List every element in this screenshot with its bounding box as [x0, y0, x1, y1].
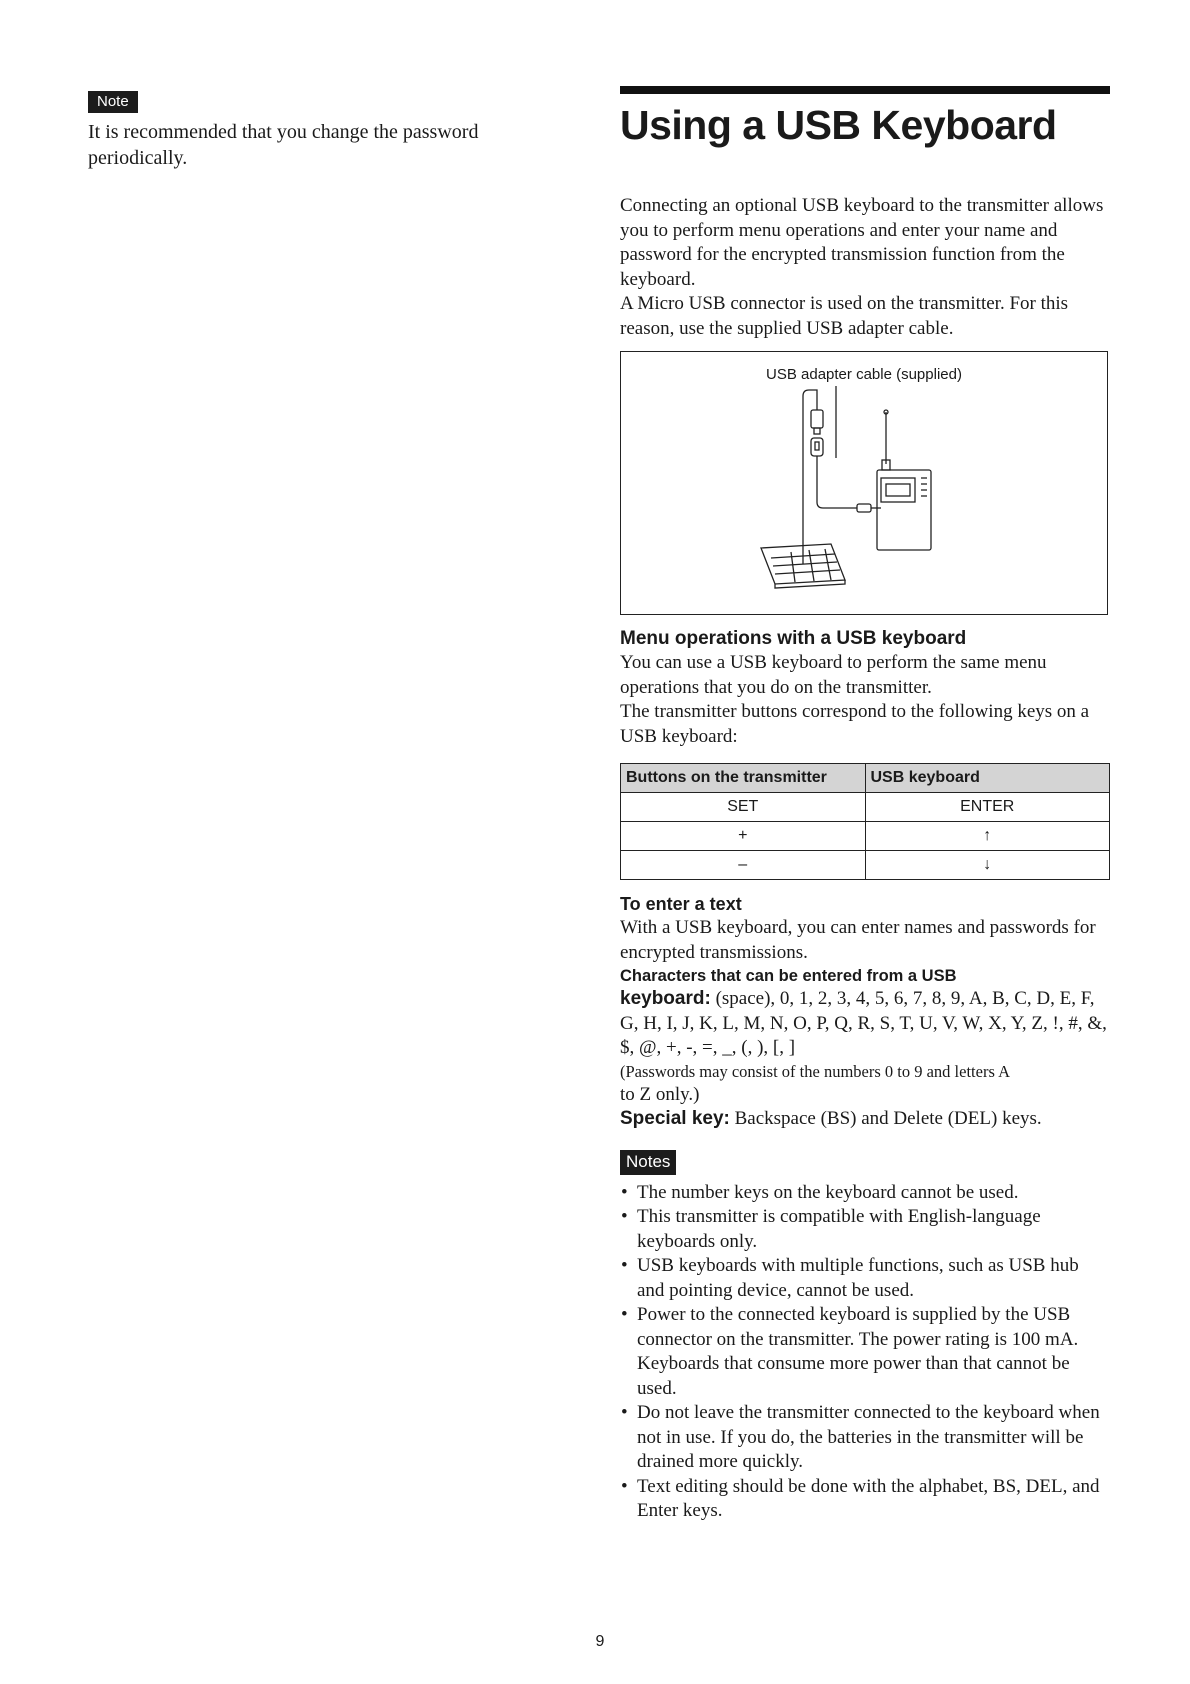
list-item	[620, 1181, 1110, 1206]
micro-usb-plug	[857, 504, 871, 512]
adapter-cable	[817, 456, 857, 508]
intro-paragraph-2: A Micro USB connector is used on the transmitter. For this reason, use the supplied USB adapter cable.	[620, 293, 1069, 339]
connection-diagram	[621, 352, 1109, 616]
table-row	[621, 851, 1110, 880]
list-item	[620, 1475, 1110, 1524]
table-row	[621, 793, 1110, 822]
note-item-text: Power to the connected keyboard is supplied by the USB connector on the transmitter. The power rating is 100 mA. Keyboards that consume more power than that cannot be used.	[637, 1304, 1079, 1399]
bullet: •	[621, 1181, 628, 1203]
table-cell: +	[621, 822, 866, 851]
page-number: 9	[595, 1633, 605, 1650]
list-item	[620, 1254, 1110, 1303]
table-header: Buttons on the transmitter	[621, 764, 866, 793]
special-key-text: Backspace (BS) and Delete (DEL) keys.	[734, 1108, 1042, 1129]
list-item	[620, 1303, 1110, 1401]
table-row	[621, 822, 1110, 851]
key-mapping-table	[620, 763, 1110, 880]
list-item	[620, 1401, 1110, 1475]
characters-paragraph	[620, 987, 1110, 1061]
section-title: Using a USB Keyboard	[620, 102, 1057, 148]
table-cell: ENTER	[865, 793, 1110, 822]
usb-adapter-icon	[811, 410, 823, 456]
note-item-text: This transmitter is compatible with English-language keyboards only.	[637, 1206, 1041, 1252]
bullet: •	[621, 1475, 628, 1497]
left-note	[88, 91, 528, 171]
usb-keyboard-section	[620, 86, 1110, 1524]
table-cell: SET	[621, 793, 866, 822]
table-cell: ↑	[865, 822, 1110, 851]
figure-caption: USB adapter cable (supplied)	[766, 366, 962, 383]
title-rule	[620, 86, 1110, 94]
special-key-paragraph	[620, 1107, 1110, 1132]
transmitter-icon	[877, 410, 931, 550]
bullet: •	[621, 1255, 628, 1276]
table-cell: –	[621, 851, 866, 880]
password-note-cont: to Z only.)	[620, 1083, 700, 1105]
note-label: Note	[88, 91, 138, 113]
keyboard-cable	[803, 390, 817, 564]
characters-list: (space), 0, 1, 2, 3, 4, 5, 6, 7, 8, 9, A, B, C, D, E, F, G, H, I, J, K, L, M, N, O, P, Q, R, S, T, U, V, W, X, Y, Z, !, #, &, $, @, +, -, =, _, (, ), [, ]	[620, 988, 1107, 1058]
bullet: •	[621, 1206, 628, 1227]
password-note: (Passwords may consist of the numbers 0 to 9 and letters A	[620, 1061, 1010, 1081]
bullet: •	[621, 1402, 628, 1423]
connection-figure	[620, 351, 1108, 615]
notes-list	[620, 1181, 1110, 1524]
list-item	[620, 1205, 1110, 1254]
table-cell: ↓	[865, 851, 1110, 880]
table-header-row	[621, 764, 1110, 793]
menu-ops-paragraph-1: You can use a USB keyboard to perform the same menu operations that you do on the transmitter.	[620, 652, 1047, 698]
note-text: It is recommended that you change the password periodically.	[88, 121, 479, 169]
menu-ops-paragraph-2: The transmitter buttons correspond to the following keys on a USB keyboard:	[620, 701, 1090, 747]
intro-paragraph-1: Connecting an optional USB keyboard to the transmitter allows you to perform menu operations and enter your name and password for the encrypted transmission function from the keyboard.	[620, 195, 1104, 290]
bullet: •	[621, 1304, 628, 1325]
notes-label: Notes	[620, 1150, 676, 1175]
enter-text-heading: To enter a text	[620, 894, 742, 914]
characters-label-cont: keyboard:	[620, 988, 711, 1009]
note-item-text: The number keys on the keyboard cannot be used.	[637, 1181, 1019, 1203]
table-header: USB keyboard	[865, 764, 1110, 793]
note-item-text: Text editing should be done with the alphabet, BS, DEL, and Enter keys.	[637, 1475, 1100, 1521]
characters-label: Characters that can be entered from a USB	[620, 967, 957, 985]
menu-ops-heading: Menu operations with a USB keyboard	[620, 628, 967, 649]
special-key-label: Special key:	[620, 1108, 730, 1129]
note-item-text: USB keyboards with multiple functions, such as USB hub and pointing device, cannot be used.	[637, 1255, 1079, 1301]
enter-text-paragraph: With a USB keyboard, you can enter names and passwords for encrypted transmissions.	[620, 917, 1096, 963]
note-item-text: Do not leave the transmitter connected to the keyboard when not in use. If you do, the batteries in the transmitter will be drained more quickly.	[637, 1402, 1100, 1472]
